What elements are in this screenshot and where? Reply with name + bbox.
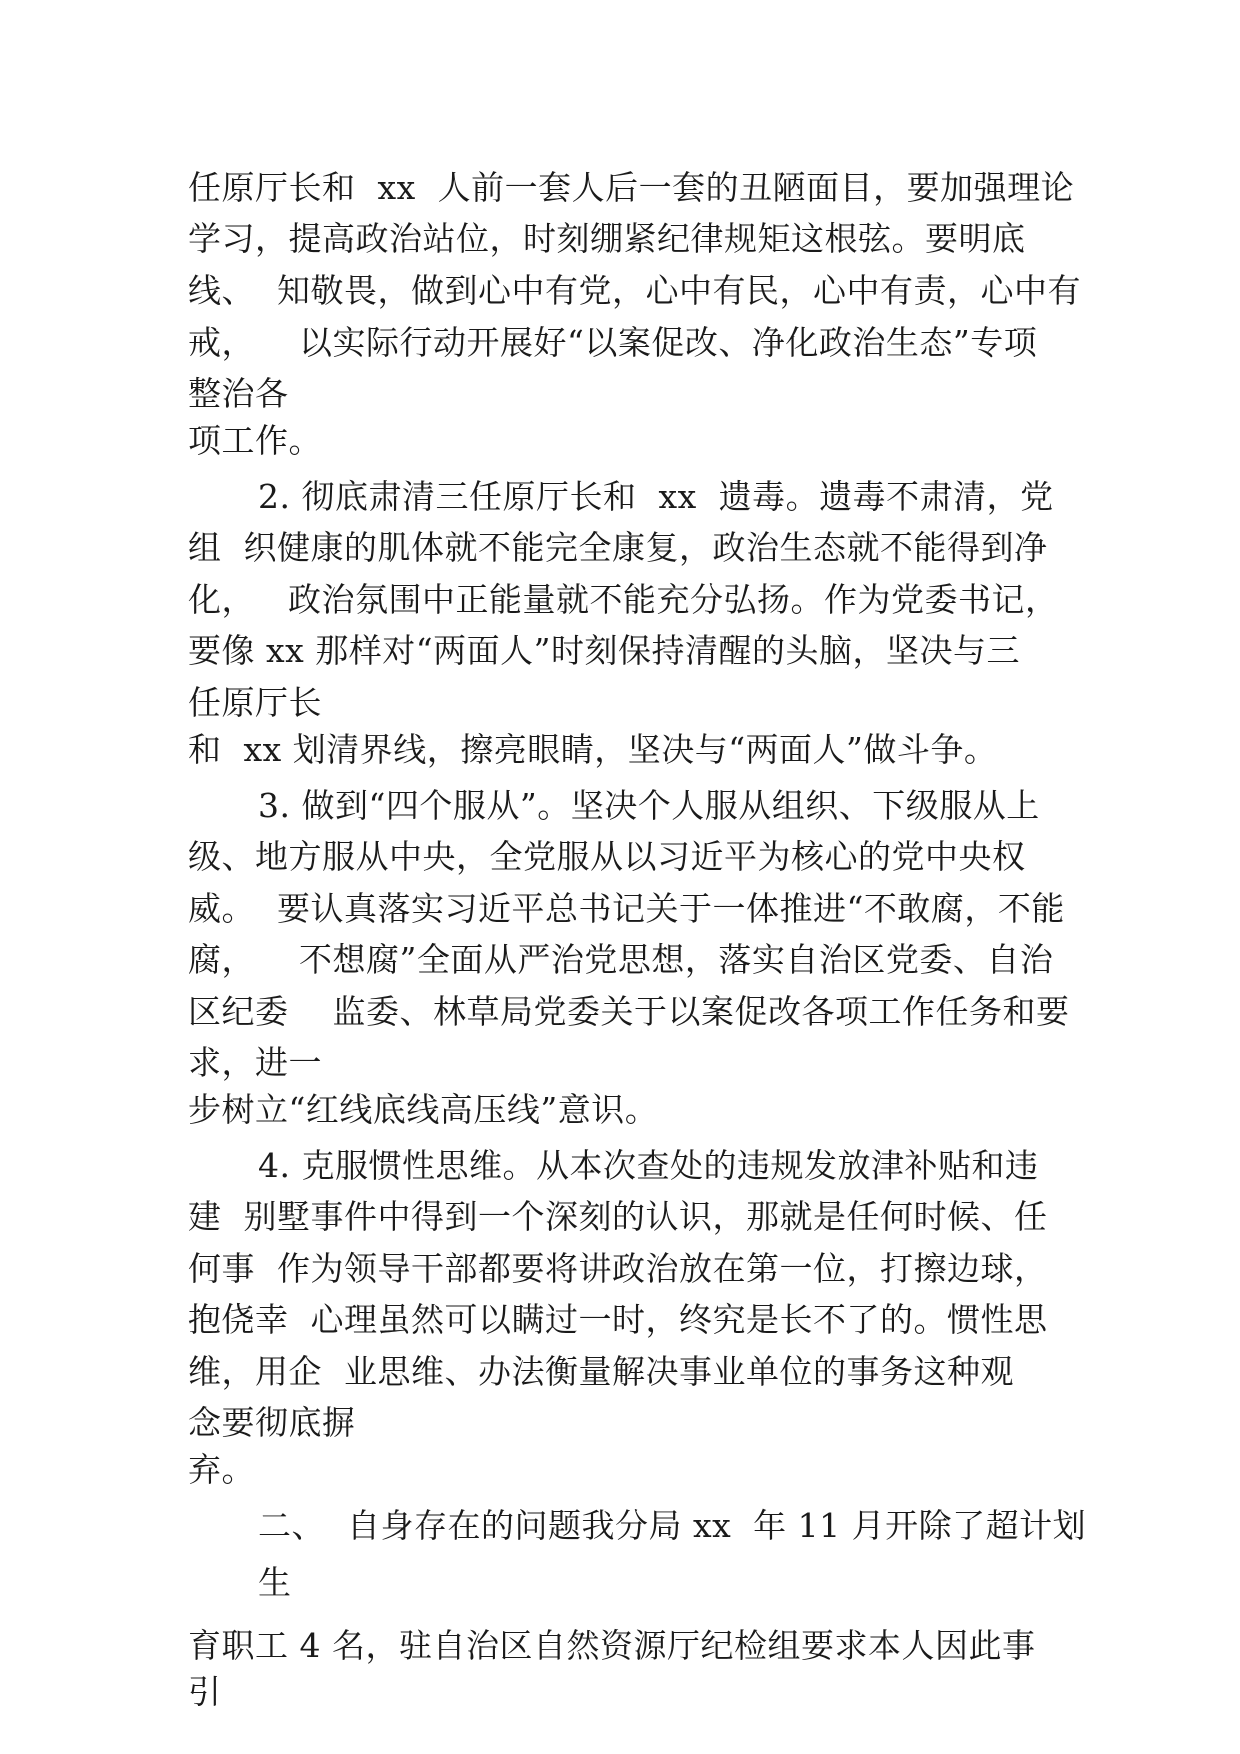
- text-line: 腐， 不想腐”全面从严治党思想，落实自治区党委、自治: [188, 940, 1054, 979]
- text-line: 和 xx 划清界线，擦亮眼睛，坚决与“两面人”做斗争。: [188, 730, 998, 769]
- text-line: 建 别墅事件中得到一个深刻的认识，那就是任何时候、任: [188, 1197, 1048, 1236]
- text-line: 引: [188, 1672, 222, 1711]
- text-line: 步树立“红线底线高压线”意识。: [188, 1090, 659, 1129]
- paragraph-4-first-line: 4. 克服惯性思维。从本次查处的违规发放津补贴和违: [258, 1146, 1039, 1185]
- text-line: 项工作。: [188, 421, 322, 460]
- paragraph-2-first-line: 2. 彻底肃清三任原厅长和 xx 遗毒。遗毒不肃清，党: [258, 477, 1054, 516]
- text-line: 念要彻底摒: [188, 1403, 356, 1442]
- text-line: 求，进一: [188, 1043, 322, 1082]
- text-line: 威。 要认真落实习近平总书记关于一体推进“不敢腐，不能: [188, 889, 1065, 928]
- text-line: 整治各: [188, 374, 289, 413]
- paragraph-3-first-line: 3. 做到“四个服从”。坚决个人服从组织、下级服从上: [258, 786, 1040, 825]
- text-line: 学习，提高政治站位，时刻绷紧纪律规矩这根弦。要明底: [188, 219, 1026, 258]
- text-line: 区纪委 监委、林草局党委关于以案促改各项工作任务和要: [188, 992, 1070, 1031]
- text-line: 何事 作为领导干部都要将讲政治放在第一位，打擦边球，: [188, 1249, 1048, 1288]
- text-line: 要像 xx 那样对“两面人”时刻保持清醒的头脑，坚决与三: [188, 631, 1020, 670]
- text-line: 化， 政治氛围中正能量就不能充分弘扬。作为党委书记，: [188, 580, 1059, 619]
- section-heading-line: 生: [258, 1563, 292, 1602]
- text-line: 弃。: [188, 1450, 255, 1489]
- text-line: 育职工 4 名，驻自治区自然资源厅纪检组要求本人因此事: [188, 1626, 1036, 1665]
- text-line: 线、 知敬畏，做到心中有党，心中有民，心中有责，心中有: [188, 271, 1081, 310]
- text-line: 组 织健康的肌体就不能完全康复，政治生态就不能得到净: [188, 528, 1048, 567]
- text-line: 级、地方服从中央，全党服从以习近平为核心的党中央权: [188, 837, 1026, 876]
- text-line: 任原厅长和 xx 人前一套人后一套的丑陋面目，要加强理论: [188, 168, 1075, 207]
- text-line: 任原厅长: [188, 683, 322, 722]
- text-line: 维，用企 业思维、办法衡量解决事业单位的事务这种观: [188, 1352, 1014, 1391]
- text-line: 抱侥幸 心理虽然可以瞒过一时，终究是长不了的。惯性思: [188, 1300, 1048, 1339]
- section-heading-line: 二、 自身存在的问题我分局 xx 年 11 月开除了超计划: [258, 1506, 1087, 1545]
- text-line: 戒， 以实际行动开展好“以案促改、净化政治生态”专项: [188, 323, 1038, 362]
